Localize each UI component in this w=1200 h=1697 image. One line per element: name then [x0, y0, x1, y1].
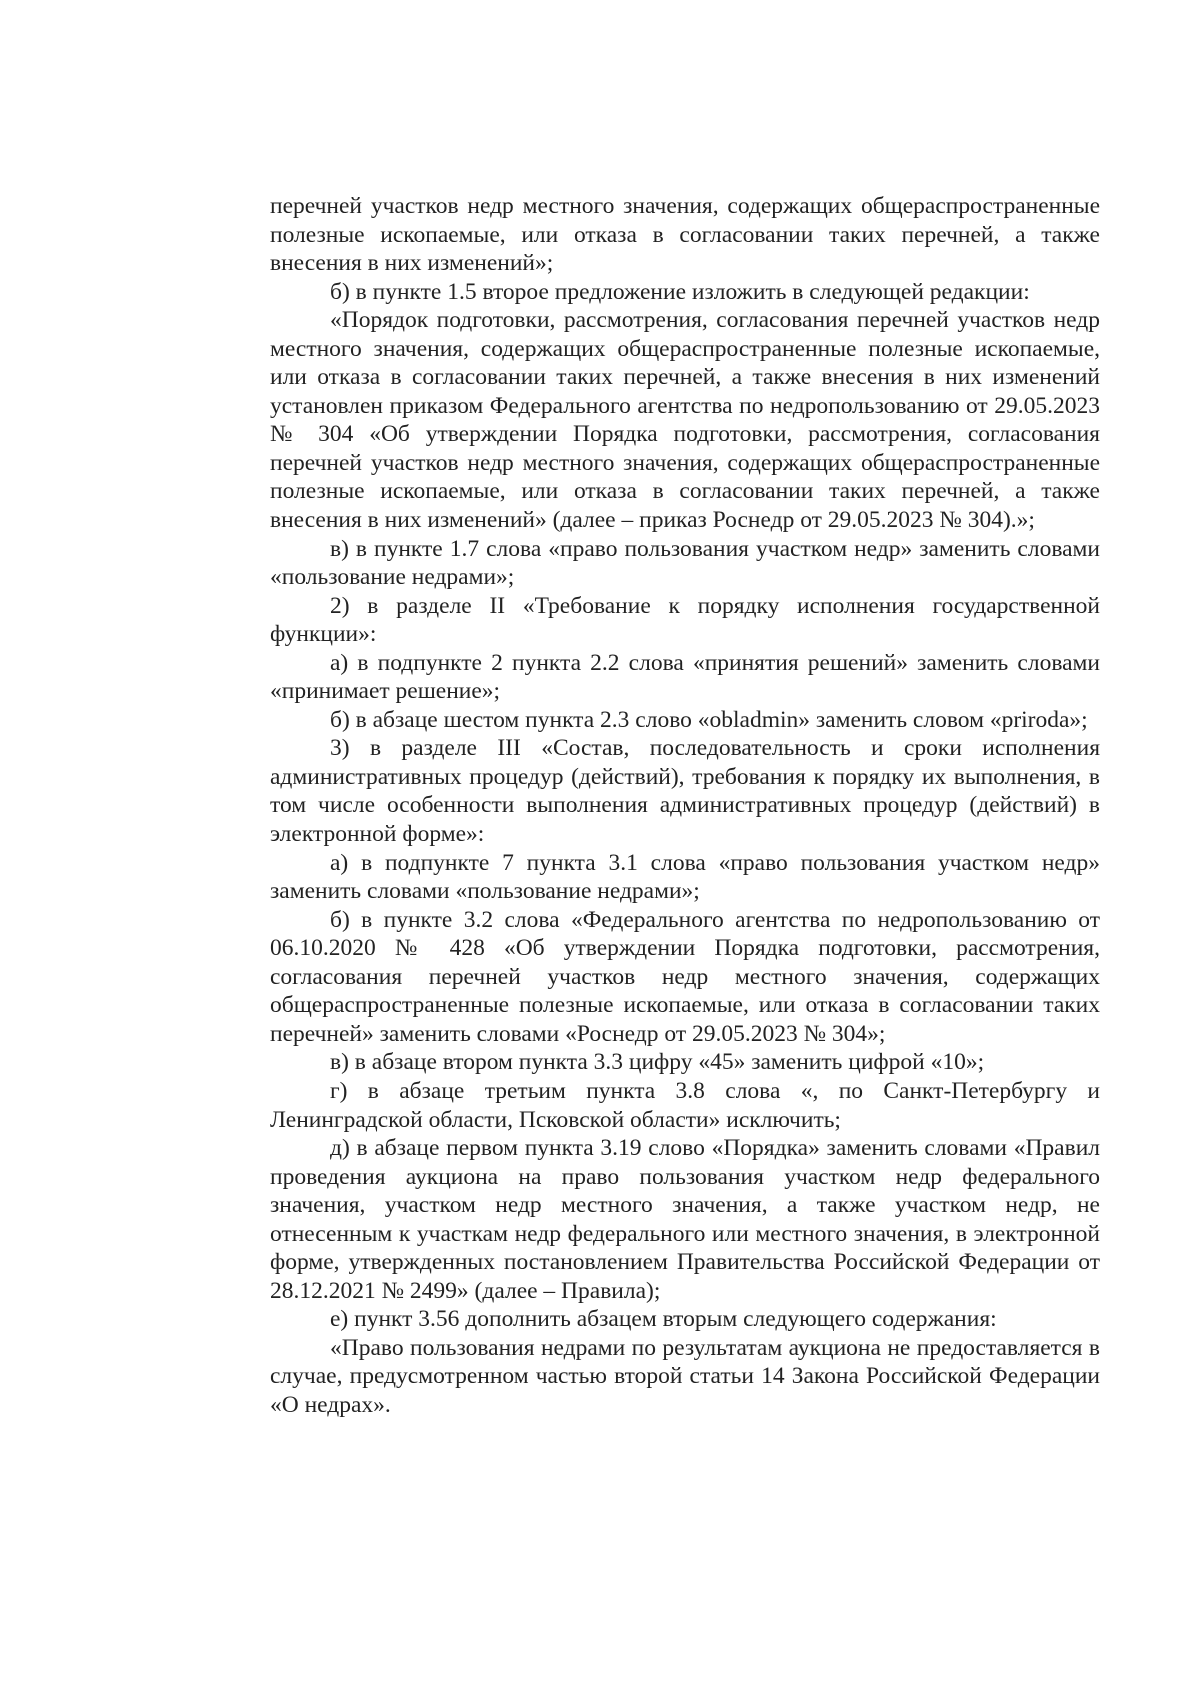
paragraph: а) в подпункте 7 пункта 3.1 слова «право пользования участком недр» заменить словами «пользование недрами»; — [270, 849, 1100, 905]
document-body — [270, 192, 1100, 1420]
paragraph: а) в подпункте 2 пункта 2.2 слова «принятия решений» заменить словами «принимает решение»; — [270, 649, 1100, 705]
paragraph: в) в абзаце втором пункта 3.3 цифру «45» заменить цифрой «10»; — [330, 1049, 985, 1076]
paragraph: б) в пункте 3.2 слова «Федерального агентства по недропользованию от 06.10.2020 № 428 «Об утверждении Порядка подготовки, рассмотрения, согласования перечней участков недр местного значения, содержащих общераспространенные полезные ископаемые, или отказа в согласовании таких перечней» заменить словами «Роснедр от 29.05.2023 № 304»; — [270, 906, 1100, 1047]
paragraph: «Право пользования недрами по результатам аукциона не предоставляется в случае, предусмотренном частью второй статьи 14 Закона Российской Федерации «О недрах». — [270, 1334, 1100, 1418]
paragraph: д) в абзаце первом пункта 3.19 слово «Порядка» заменить словами «Правил проведения аукциона на право пользования участком недр федерального значения, участком недр местного значения, а также участком недр, не отнесенным к участкам недр федерального или местного значения, в электронной форме, утвержденных постановлением Правительства Российской Федерации от 28.12.2021 № 2499» (далее – Правила); — [270, 1135, 1100, 1304]
paragraph: перечней участков недр местного значения, содержащих общераспространенные полезные ископаемые, или отказа в согласовании таких перечней, а также внесения в них изменений»; — [270, 193, 1100, 277]
paragraph: б) в абзаце шестом пункта 2.3 слово «obladmin» заменить словом «priroda»; — [330, 706, 1088, 733]
paragraph: б) в пункте 1.5 второе предложение изложить в следующей редакции: — [330, 278, 1030, 305]
paragraph: в) в пункте 1.7 слова «право пользования участком недр» заменить словами «пользование недрами»; — [270, 535, 1100, 591]
paragraph: 2) в разделе II «Требование к порядку исполнения государственной функции»: — [270, 592, 1100, 648]
paragraph: 3) в разделе III «Состав, последовательность и сроки исполнения административных процедур (действий), требования к порядку их выполнения, в том числе особенности выполнения административных процедур (действий) в электронной форме»: — [270, 735, 1100, 848]
paragraph: «Порядок подготовки, рассмотрения, согласования перечней участков недр местного значения, содержащих общераспространенные полезные ископаемые, или отказа в согласовании таких перечней, а также внесения в них изменений установлен приказом Федерального агентства по недропользованию от 29.05.2023 № 304 «Об утверждении Порядка подготовки, рассмотрения, согласования перечней участков недр местного значения, содержащих общераспространенные полезные ископаемые, или отказа в согласовании таких перечней, а также внесения в них изменений» (далее – приказ Роснедр от 29.05.2023 № 304).»; — [270, 307, 1100, 534]
paragraph: г) в абзаце третьим пункта 3.8 слова «, по Санкт-Петербургу и Ленинградской области, Псковской области» исключить; — [270, 1077, 1100, 1133]
paragraph: е) пункт 3.56 дополнить абзацем вторым следующего содержания: — [330, 1306, 997, 1333]
